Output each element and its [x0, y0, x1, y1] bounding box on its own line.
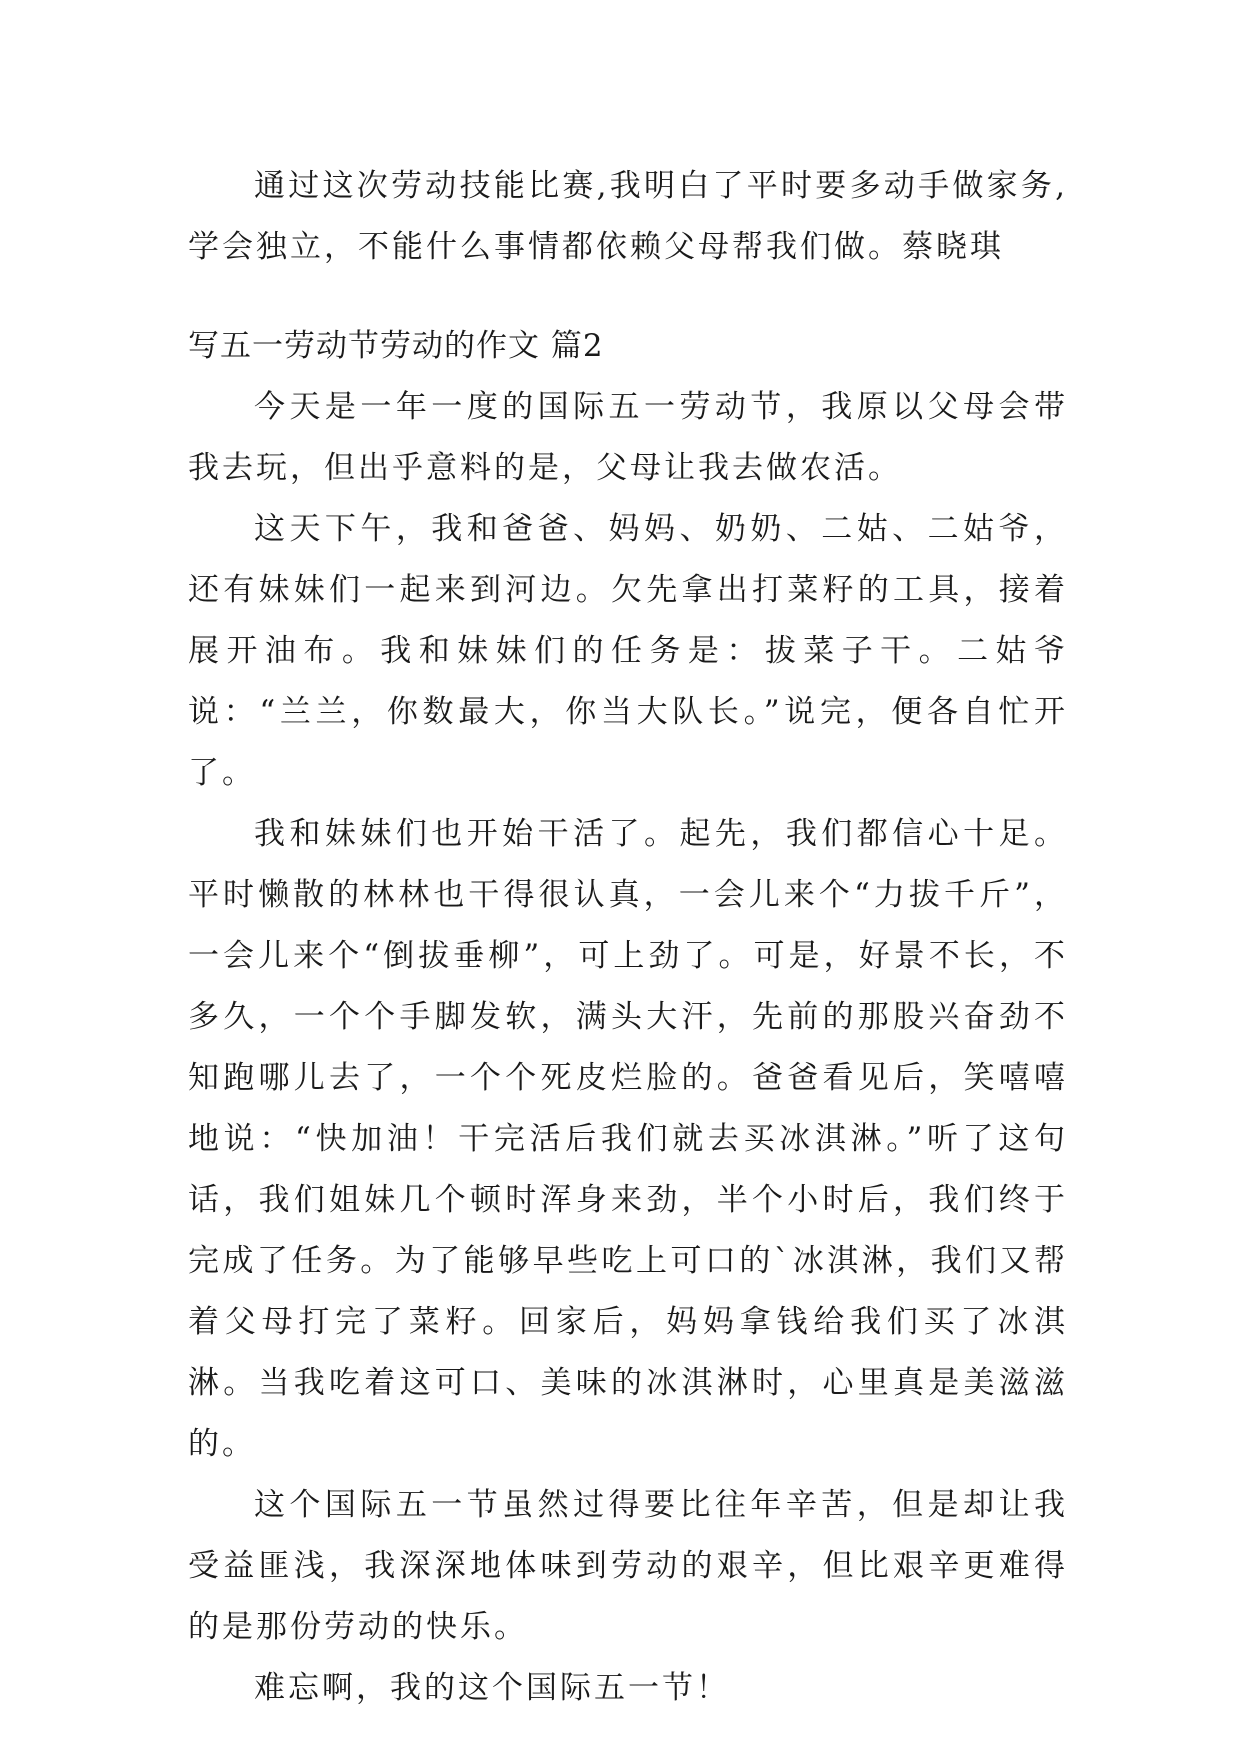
paragraph-1: 今天是一年一度的国际五一劳动节，我原以父母会带我去玩，但出乎意料的是，父母让我去做农活。 [188, 389, 1068, 486]
paragraph-5: 难忘啊，我的这个国际五一节！ [254, 1670, 730, 1706]
paragraph-4: 这个国际五一节虽然过得要比往年辛苦，但是却让我受益匪浅，我深深地体味到劳动的艰辛，但比艰辛更难得的是那份劳动的快乐。 [188, 1487, 1068, 1645]
paragraph-gap [188, 278, 1068, 316]
paragraph-3: 我和妹妹们也开始干活了。起先，我们都信心十足。平时懒散的林林也干得很认真，一会儿来个“力拔千斤”，一会儿来个“倒拔垂柳”，可上劲了。可是，好景不长，不多久，一个个手脚发软，满头大汗，先前的那股兴奋劲不知跑哪儿去了，一个个死皮烂脸的。爸爸看见后，笑嘻嘻地说：“快加油！干完活后我们就去买冰淇淋。”听了这句话，我们姐妹几个顿时浑身来劲，半个小时后，我们终于完成了任务。为了能够早些吃上可口的`冰淇淋，我们又帮着父母打完了菜籽。回家后，妈妈拿钱给我们买了冰淇淋。当我吃着这可口、美味的冰淇淋时，心里真是美滋滋的。 [188, 816, 1068, 1462]
paragraph-2: 这天下午，我和爸爸、妈妈、奶奶、二姑、二姑爷，还有妹妹们一起来到河边。欠先拿出打菜籽的工具，接着展开油布。我和妹妹们的任务是：拔菜子干。二姑爷说：“兰兰，你数最大，你当大队长。”说完，便各自忙开了。 [188, 511, 1068, 791]
document-body [188, 156, 1068, 1719]
section-title: 写五一劳动节劳动的作文 篇2 [188, 328, 604, 364]
paragraph-intro: 通过这次劳动技能比赛,我明白了平时要多动手做家务,学会独立，不能什么事情都依赖父母帮我们做。蔡晓琪 [188, 168, 1068, 265]
